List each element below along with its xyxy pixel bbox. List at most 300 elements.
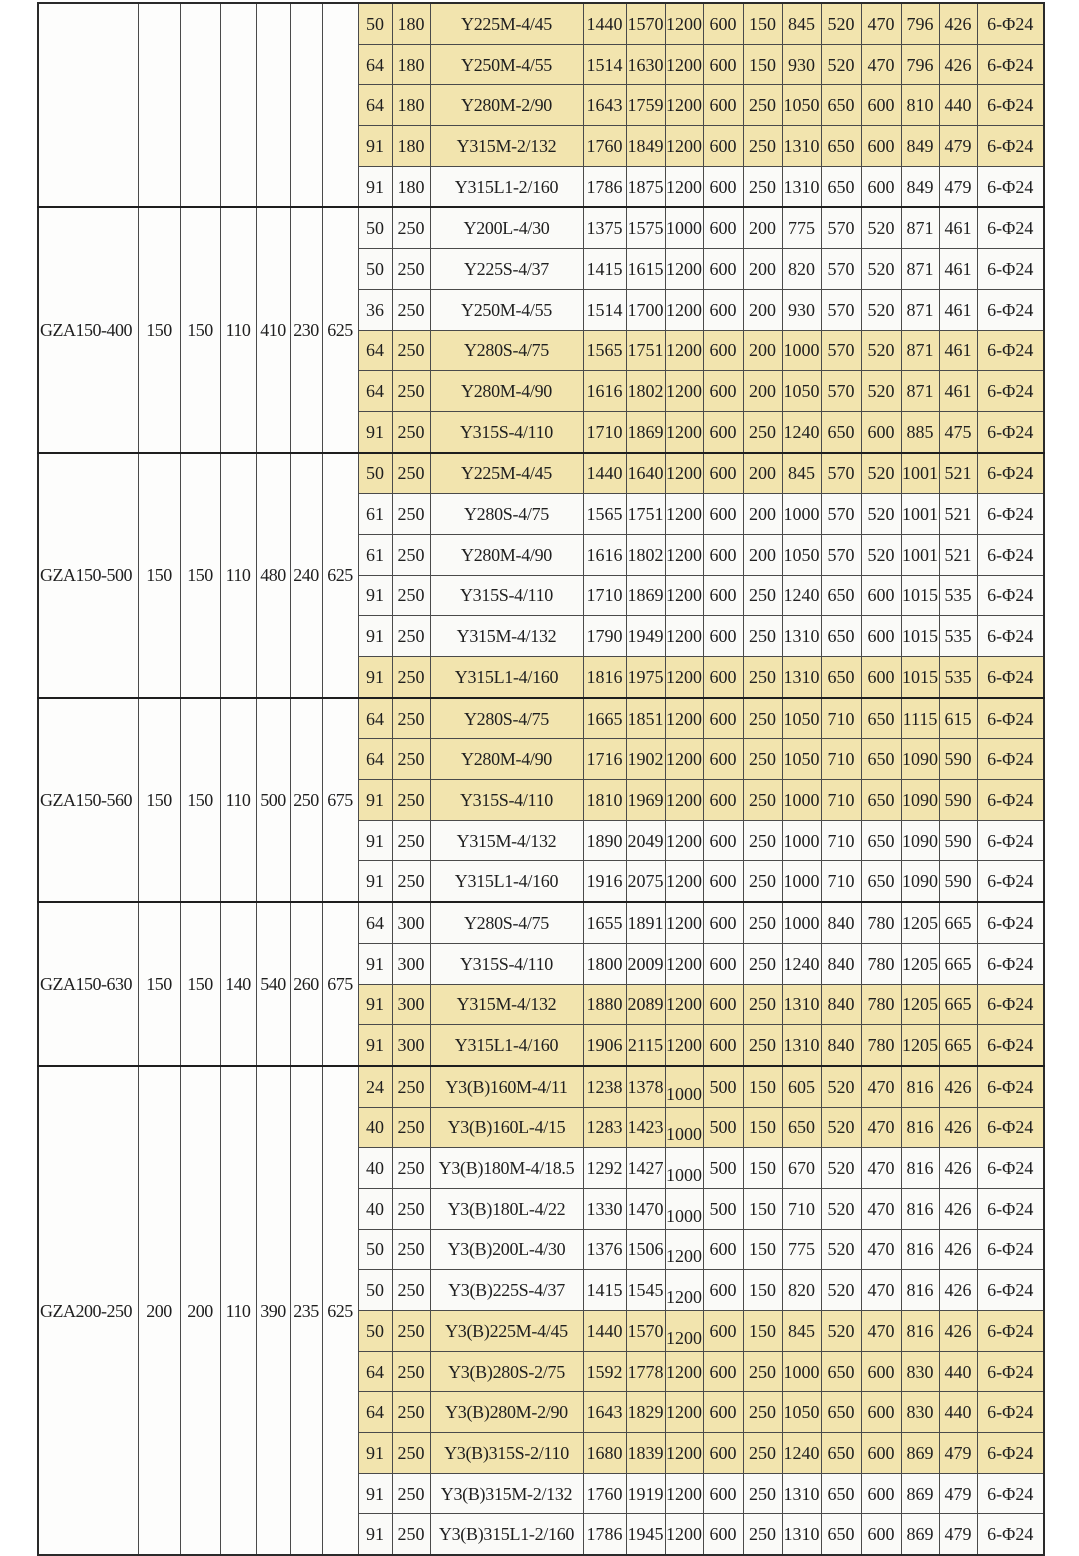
cell-dimension-4: 500 bbox=[703, 1148, 743, 1189]
cell-dimension-9: 816 bbox=[901, 1270, 939, 1311]
cell-value-1: 91 bbox=[358, 575, 392, 616]
cell-dimension-1: 1680 bbox=[583, 1433, 626, 1474]
cell-dimension-9: 1015 bbox=[901, 616, 939, 657]
cell-dimension-7: 710 bbox=[821, 780, 861, 821]
cell-dimension-8: 780 bbox=[861, 902, 901, 943]
cell-dimension-2: 1975 bbox=[626, 657, 665, 698]
cell-value-1: 91 bbox=[358, 1514, 392, 1555]
cell-dimension-6: 1310 bbox=[782, 1514, 821, 1555]
cell-motor-model: Y280M-4/90 bbox=[430, 371, 583, 412]
cell-value-1: 91 bbox=[358, 411, 392, 452]
group-dim-cell-1: 150 bbox=[138, 207, 180, 452]
cell-dimension-1: 1786 bbox=[583, 1514, 626, 1555]
cell-dimension-6: 845 bbox=[782, 1311, 821, 1352]
cell-dimension-7: 650 bbox=[821, 1392, 861, 1433]
cell-value-2: 180 bbox=[392, 85, 430, 126]
cell-dimension-8: 650 bbox=[861, 820, 901, 861]
cell-value-1: 40 bbox=[358, 1148, 392, 1189]
cell-dimension-3: 1200 bbox=[665, 371, 703, 412]
cell-dimension-3: 1200 bbox=[665, 166, 703, 207]
cell-dimension-10: 535 bbox=[939, 657, 977, 698]
cell-dimension-8: 780 bbox=[861, 943, 901, 984]
cell-dimension-9: 871 bbox=[901, 207, 939, 248]
cell-bolt-holes: 6-Φ24 bbox=[977, 534, 1044, 575]
cell-value-2: 250 bbox=[392, 249, 430, 290]
cell-dimension-2: 1802 bbox=[626, 371, 665, 412]
cell-dimension-2: 1575 bbox=[626, 207, 665, 248]
cell-bolt-holes: 6-Φ24 bbox=[977, 780, 1044, 821]
cell-dimension-2: 1506 bbox=[626, 1229, 665, 1270]
cell-value-2: 250 bbox=[392, 739, 430, 780]
cell-dimension-4: 600 bbox=[703, 575, 743, 616]
cell-dimension-8: 650 bbox=[861, 698, 901, 739]
cell-value-1: 50 bbox=[358, 1311, 392, 1352]
cell-dimension-4: 600 bbox=[703, 534, 743, 575]
cell-dimension-7: 650 bbox=[821, 1351, 861, 1392]
cell-dimension-7: 650 bbox=[821, 166, 861, 207]
cell-bolt-holes: 6-Φ24 bbox=[977, 411, 1044, 452]
cell-dimension-2: 1570 bbox=[626, 1311, 665, 1352]
cell-dimension-7: 840 bbox=[821, 943, 861, 984]
cell-value-2: 250 bbox=[392, 1351, 430, 1392]
cell-dimension-4: 600 bbox=[703, 44, 743, 85]
cell-motor-model: Y315L1-4/160 bbox=[430, 1025, 583, 1066]
cell-dimension-8: 470 bbox=[861, 1066, 901, 1107]
cell-dimension-1: 1440 bbox=[583, 3, 626, 44]
cell-motor-model: Y280S-4/75 bbox=[430, 494, 583, 535]
cell-bolt-holes: 6-Φ24 bbox=[977, 494, 1044, 535]
cell-value-2: 250 bbox=[392, 1229, 430, 1270]
cell-dimension-8: 600 bbox=[861, 616, 901, 657]
cell-dimension-1: 1916 bbox=[583, 861, 626, 902]
cell-dimension-1: 1643 bbox=[583, 85, 626, 126]
cell-value-1: 91 bbox=[358, 1473, 392, 1514]
cell-dimension-8: 780 bbox=[861, 1025, 901, 1066]
group-dim-cell-5: 235 bbox=[290, 1066, 322, 1555]
cell-dimension-8: 520 bbox=[861, 289, 901, 330]
cell-dimension-4: 600 bbox=[703, 902, 743, 943]
cell-dimension-4: 600 bbox=[703, 453, 743, 494]
cell-dimension-4: 600 bbox=[703, 1433, 743, 1474]
cell-dimension-6: 1240 bbox=[782, 411, 821, 452]
cell-motor-model: Y315L1-4/160 bbox=[430, 861, 583, 902]
cell-dimension-5: 250 bbox=[743, 657, 782, 698]
cell-dimension-1: 1592 bbox=[583, 1351, 626, 1392]
group-dim-cell-6: 625 bbox=[322, 207, 358, 452]
group-model-cell: GZA150-630 bbox=[38, 902, 138, 1066]
cell-dimension-5: 200 bbox=[743, 371, 782, 412]
cell-value-2: 250 bbox=[392, 494, 430, 535]
table-row bbox=[38, 207, 1044, 248]
cell-dimension-5: 250 bbox=[743, 616, 782, 657]
cell-dimension-6: 1000 bbox=[782, 1351, 821, 1392]
cell-value-1: 50 bbox=[358, 207, 392, 248]
cell-dimension-5: 200 bbox=[743, 453, 782, 494]
group-dim-cell-1: 150 bbox=[138, 453, 180, 698]
cell-value-2: 300 bbox=[392, 1025, 430, 1066]
cell-dimension-3 bbox=[665, 1188, 703, 1229]
cell-bolt-holes: 6-Φ24 bbox=[977, 166, 1044, 207]
cell-value-2: 250 bbox=[392, 1311, 430, 1352]
cell-dimension-6: 1310 bbox=[782, 126, 821, 167]
cell-dimension-6: 710 bbox=[782, 1188, 821, 1229]
cell-dimension-4: 600 bbox=[703, 984, 743, 1025]
group-dim-cell-6: 625 bbox=[322, 1066, 358, 1555]
cell-value-1: 91 bbox=[358, 166, 392, 207]
cell-dimension-5: 150 bbox=[743, 1066, 782, 1107]
cell-bolt-holes: 6-Φ24 bbox=[977, 1392, 1044, 1433]
cell-dimension-8: 470 bbox=[861, 1107, 901, 1148]
cell-value-2: 250 bbox=[392, 1270, 430, 1311]
cell-value-1: 64 bbox=[358, 1351, 392, 1392]
cell-dimension-4: 600 bbox=[703, 249, 743, 290]
cell-value-2: 250 bbox=[392, 1148, 430, 1189]
cell-motor-model: Y225M-4/45 bbox=[430, 3, 583, 44]
cell-value-1: 24 bbox=[358, 1066, 392, 1107]
cell-value-1: 50 bbox=[358, 453, 392, 494]
cell-dimension-5: 250 bbox=[743, 820, 782, 861]
cell-dimension-1: 1786 bbox=[583, 166, 626, 207]
cell-dimension-5: 250 bbox=[743, 575, 782, 616]
cell-dimension-8: 520 bbox=[861, 494, 901, 535]
cell-dimension-8: 650 bbox=[861, 861, 901, 902]
cell-value-1: 91 bbox=[358, 820, 392, 861]
cell-dimension-6: 1240 bbox=[782, 943, 821, 984]
cell-dimension-3: 1200 bbox=[665, 1473, 703, 1514]
cell-dimension-9: 871 bbox=[901, 371, 939, 412]
cell-dimension-2: 2075 bbox=[626, 861, 665, 902]
cell-dimension-3: 1200 bbox=[665, 575, 703, 616]
cell-dimension-5: 150 bbox=[743, 1270, 782, 1311]
cell-dimension-6: 1310 bbox=[782, 616, 821, 657]
cell-dimension-6: 1240 bbox=[782, 1433, 821, 1474]
cell-dimension-9: 1090 bbox=[901, 861, 939, 902]
cell-dimension-2: 1470 bbox=[626, 1188, 665, 1229]
cell-motor-model: Y315L1-4/160 bbox=[430, 657, 583, 698]
cell-motor-model: Y280S-4/75 bbox=[430, 698, 583, 739]
cell-dimension-5: 250 bbox=[743, 902, 782, 943]
cell-dimension-7: 710 bbox=[821, 698, 861, 739]
cell-dimension-7: 650 bbox=[821, 616, 861, 657]
cell-dimension-10: 426 bbox=[939, 1066, 977, 1107]
cell-motor-model: Y315M-4/132 bbox=[430, 984, 583, 1025]
cell-dimension-3 bbox=[665, 1270, 703, 1311]
cell-dimension-7: 710 bbox=[821, 739, 861, 780]
cell-dimension-7: 520 bbox=[821, 1188, 861, 1229]
cell-dimension-10: 440 bbox=[939, 1351, 977, 1392]
cell-dimension-8: 470 bbox=[861, 1270, 901, 1311]
cell-dimension-1: 1375 bbox=[583, 207, 626, 248]
cell-dimension-4: 600 bbox=[703, 1270, 743, 1311]
cell-motor-model: Y3(B)225S-4/37 bbox=[430, 1270, 583, 1311]
cell-dimension-2: 1869 bbox=[626, 575, 665, 616]
cell-value-2: 250 bbox=[392, 698, 430, 739]
cell-dimension-4: 600 bbox=[703, 657, 743, 698]
cell-dimension-2: 2115 bbox=[626, 1025, 665, 1066]
cell-dimension-4: 500 bbox=[703, 1188, 743, 1229]
cell-dimension-7: 710 bbox=[821, 820, 861, 861]
cell-value-2: 300 bbox=[392, 984, 430, 1025]
cell-dimension-4: 600 bbox=[703, 289, 743, 330]
cell-dimension-10: 665 bbox=[939, 943, 977, 984]
cell-dimension-8: 600 bbox=[861, 166, 901, 207]
cell-bolt-holes: 6-Φ24 bbox=[977, 1270, 1044, 1311]
cell-dimension-8: 650 bbox=[861, 780, 901, 821]
cell-dimension-1: 1760 bbox=[583, 1473, 626, 1514]
cell-dimension-1: 1790 bbox=[583, 616, 626, 657]
cell-dimension-1: 1665 bbox=[583, 698, 626, 739]
cell-dimension-10: 590 bbox=[939, 820, 977, 861]
cell-dimension-8: 470 bbox=[861, 1311, 901, 1352]
cell-dimension-8: 600 bbox=[861, 1433, 901, 1474]
cell-dimension-1: 1238 bbox=[583, 1066, 626, 1107]
cell-dimension-2: 1849 bbox=[626, 126, 665, 167]
cell-motor-model: Y250M-4/55 bbox=[430, 44, 583, 85]
cell-value-2: 250 bbox=[392, 534, 430, 575]
cell-dimension-6: 1000 bbox=[782, 330, 821, 371]
cell-value-1: 50 bbox=[358, 249, 392, 290]
cell-bolt-holes: 6-Φ24 bbox=[977, 575, 1044, 616]
cell-dimension-2: 1851 bbox=[626, 698, 665, 739]
cell-dimension-2: 1427 bbox=[626, 1148, 665, 1189]
cell-value-1: 91 bbox=[358, 943, 392, 984]
cell-dimension-3: 1200 bbox=[665, 1351, 703, 1392]
cell-dimension-7: 650 bbox=[821, 575, 861, 616]
cell-dimension-5: 250 bbox=[743, 1473, 782, 1514]
cell-dimension-4: 600 bbox=[703, 698, 743, 739]
group-dim-cell-1: 200 bbox=[138, 1066, 180, 1555]
cell-dimension-6: 1310 bbox=[782, 166, 821, 207]
cell-dimension-9: 869 bbox=[901, 1514, 939, 1555]
cell-dimension-3: 1200 bbox=[665, 44, 703, 85]
cell-dimension-3: 1200 bbox=[665, 902, 703, 943]
cell-dimension-7: 570 bbox=[821, 494, 861, 535]
cell-dimension-10: 590 bbox=[939, 739, 977, 780]
cell-value-1: 40 bbox=[358, 1188, 392, 1229]
cell-dimension-6: 1310 bbox=[782, 657, 821, 698]
cell-dimension-1: 1514 bbox=[583, 44, 626, 85]
cell-dimension-8: 470 bbox=[861, 1188, 901, 1229]
cell-dimension-5: 250 bbox=[743, 85, 782, 126]
cell-motor-model: Y3(B)180M-4/18.5 bbox=[430, 1148, 583, 1189]
cell-dimension-1: 1710 bbox=[583, 411, 626, 452]
cell-motor-model: Y3(B)225M-4/45 bbox=[430, 1311, 583, 1352]
cell-value-1: 64 bbox=[358, 902, 392, 943]
cell-dimension-4: 600 bbox=[703, 1229, 743, 1270]
cell-dimension-5: 250 bbox=[743, 780, 782, 821]
cell-dimension-7: 710 bbox=[821, 861, 861, 902]
cell-value-1: 40 bbox=[358, 1107, 392, 1148]
cell-motor-model: Y3(B)280S-2/75 bbox=[430, 1351, 583, 1392]
cell-dimension-1: 1643 bbox=[583, 1392, 626, 1433]
cell-dimension-4: 600 bbox=[703, 126, 743, 167]
cell-bolt-holes: 6-Φ24 bbox=[977, 371, 1044, 412]
cell-dimension-7: 570 bbox=[821, 534, 861, 575]
cell-value-2: 300 bbox=[392, 943, 430, 984]
cell-value-1: 64 bbox=[358, 1392, 392, 1433]
group-dim-cell-1: 150 bbox=[138, 698, 180, 902]
cell-dimension-3 bbox=[665, 1229, 703, 1270]
table-row bbox=[38, 3, 1044, 44]
cell-bolt-holes: 6-Φ24 bbox=[977, 249, 1044, 290]
cell-dimension-3: 1200 bbox=[665, 861, 703, 902]
cell-dimension-3: 1200 bbox=[665, 616, 703, 657]
cell-dimension-7: 520 bbox=[821, 1229, 861, 1270]
dimension-value-offset: 1000 bbox=[666, 1124, 702, 1145]
cell-dimension-4: 600 bbox=[703, 85, 743, 126]
cell-dimension-10: 426 bbox=[939, 1188, 977, 1229]
cell-dimension-5: 250 bbox=[743, 984, 782, 1025]
cell-value-2: 250 bbox=[392, 861, 430, 902]
cell-value-2: 250 bbox=[392, 453, 430, 494]
cell-dimension-3: 1200 bbox=[665, 1514, 703, 1555]
cell-dimension-2: 1630 bbox=[626, 44, 665, 85]
cell-dimension-1: 1514 bbox=[583, 289, 626, 330]
cell-dimension-10: 426 bbox=[939, 44, 977, 85]
cell-dimension-5: 200 bbox=[743, 289, 782, 330]
cell-dimension-4: 600 bbox=[703, 1311, 743, 1352]
cell-dimension-10: 615 bbox=[939, 698, 977, 739]
group-dim-cell-2: 200 bbox=[180, 1066, 220, 1555]
cell-dimension-2: 1545 bbox=[626, 1270, 665, 1311]
cell-dimension-6: 1310 bbox=[782, 1025, 821, 1066]
cell-dimension-4: 600 bbox=[703, 943, 743, 984]
group-dim-cell-6: 625 bbox=[322, 453, 358, 698]
cell-dimension-9: 816 bbox=[901, 1148, 939, 1189]
cell-dimension-4: 600 bbox=[703, 861, 743, 902]
cell-bolt-holes: 6-Φ24 bbox=[977, 616, 1044, 657]
cell-dimension-3: 1200 bbox=[665, 126, 703, 167]
cell-dimension-1: 1816 bbox=[583, 657, 626, 698]
cell-dimension-10: 440 bbox=[939, 1392, 977, 1433]
cell-dimension-1: 1906 bbox=[583, 1025, 626, 1066]
group-dim-cell-5: 260 bbox=[290, 902, 322, 1066]
cell-dimension-9: 816 bbox=[901, 1311, 939, 1352]
cell-dimension-7: 650 bbox=[821, 126, 861, 167]
cell-dimension-3: 1200 bbox=[665, 249, 703, 290]
cell-bolt-holes: 6-Φ24 bbox=[977, 861, 1044, 902]
cell-value-1: 64 bbox=[358, 698, 392, 739]
group-model-cell: GZA150-500 bbox=[38, 453, 138, 698]
group-dim-cell-3: 140 bbox=[220, 902, 256, 1066]
cell-dimension-4: 600 bbox=[703, 330, 743, 371]
cell-bolt-holes: 6-Φ24 bbox=[977, 207, 1044, 248]
cell-dimension-1: 1376 bbox=[583, 1229, 626, 1270]
cell-dimension-7: 650 bbox=[821, 411, 861, 452]
cell-dimension-1: 1415 bbox=[583, 1270, 626, 1311]
cell-value-1: 64 bbox=[358, 44, 392, 85]
cell-dimension-10: 521 bbox=[939, 494, 977, 535]
cell-dimension-9: 869 bbox=[901, 1473, 939, 1514]
cell-value-1: 91 bbox=[358, 616, 392, 657]
cell-dimension-9: 830 bbox=[901, 1351, 939, 1392]
cell-motor-model: Y3(B)315M-2/132 bbox=[430, 1473, 583, 1514]
cell-value-2: 180 bbox=[392, 126, 430, 167]
cell-bolt-holes: 6-Φ24 bbox=[977, 698, 1044, 739]
group-dim-cell-1 bbox=[138, 3, 180, 207]
cell-dimension-1: 1440 bbox=[583, 453, 626, 494]
group-dim-cell-3 bbox=[220, 3, 256, 207]
cell-motor-model: Y3(B)160M-4/11 bbox=[430, 1066, 583, 1107]
cell-dimension-10: 461 bbox=[939, 289, 977, 330]
cell-dimension-4: 600 bbox=[703, 616, 743, 657]
group-dim-cell-4: 410 bbox=[256, 207, 290, 452]
cell-dimension-6: 1000 bbox=[782, 494, 821, 535]
cell-dimension-5: 200 bbox=[743, 534, 782, 575]
cell-dimension-5: 250 bbox=[743, 1025, 782, 1066]
cell-dimension-5: 250 bbox=[743, 1351, 782, 1392]
cell-dimension-8: 520 bbox=[861, 207, 901, 248]
cell-value-1: 64 bbox=[358, 85, 392, 126]
cell-motor-model: Y3(B)160L-4/15 bbox=[430, 1107, 583, 1148]
cell-dimension-8: 780 bbox=[861, 984, 901, 1025]
cell-dimension-6: 845 bbox=[782, 453, 821, 494]
cell-dimension-10: 479 bbox=[939, 1473, 977, 1514]
group-dim-cell-2: 150 bbox=[180, 453, 220, 698]
cell-motor-model: Y200L-4/30 bbox=[430, 207, 583, 248]
cell-dimension-8: 600 bbox=[861, 411, 901, 452]
cell-motor-model: Y225M-4/45 bbox=[430, 453, 583, 494]
cell-dimension-10: 461 bbox=[939, 371, 977, 412]
cell-dimension-7: 840 bbox=[821, 902, 861, 943]
cell-dimension-10: 590 bbox=[939, 861, 977, 902]
cell-dimension-2: 1700 bbox=[626, 289, 665, 330]
cell-dimension-9: 1001 bbox=[901, 534, 939, 575]
cell-dimension-9: 1001 bbox=[901, 453, 939, 494]
cell-dimension-8: 520 bbox=[861, 249, 901, 290]
cell-dimension-9: 849 bbox=[901, 126, 939, 167]
cell-dimension-3: 1200 bbox=[665, 289, 703, 330]
cell-dimension-10: 665 bbox=[939, 902, 977, 943]
cell-motor-model: Y3(B)280M-2/90 bbox=[430, 1392, 583, 1433]
group-dim-cell-6: 675 bbox=[322, 902, 358, 1066]
cell-dimension-8: 470 bbox=[861, 3, 901, 44]
cell-dimension-8: 520 bbox=[861, 453, 901, 494]
cell-dimension-6: 1050 bbox=[782, 534, 821, 575]
cell-dimension-8: 650 bbox=[861, 739, 901, 780]
group-dim-cell-3: 110 bbox=[220, 207, 256, 452]
cell-dimension-2: 1802 bbox=[626, 534, 665, 575]
group-dim-cell-6 bbox=[322, 3, 358, 207]
cell-dimension-7: 520 bbox=[821, 44, 861, 85]
cell-dimension-7: 650 bbox=[821, 1473, 861, 1514]
cell-dimension-9: 816 bbox=[901, 1066, 939, 1107]
cell-dimension-10: 440 bbox=[939, 85, 977, 126]
cell-dimension-2: 1839 bbox=[626, 1433, 665, 1474]
cell-bolt-holes: 6-Φ24 bbox=[977, 1351, 1044, 1392]
cell-dimension-7: 650 bbox=[821, 657, 861, 698]
cell-dimension-1: 1760 bbox=[583, 126, 626, 167]
cell-dimension-8: 600 bbox=[861, 1351, 901, 1392]
group-dim-cell-4 bbox=[256, 3, 290, 207]
cell-value-2: 250 bbox=[392, 1392, 430, 1433]
cell-value-2: 250 bbox=[392, 207, 430, 248]
cell-motor-model: Y3(B)200L-4/30 bbox=[430, 1229, 583, 1270]
cell-dimension-5: 250 bbox=[743, 943, 782, 984]
cell-dimension-6: 775 bbox=[782, 1229, 821, 1270]
group-dim-cell-5 bbox=[290, 3, 322, 207]
cell-value-2: 180 bbox=[392, 3, 430, 44]
cell-bolt-holes: 6-Φ24 bbox=[977, 902, 1044, 943]
cell-dimension-10: 665 bbox=[939, 1025, 977, 1066]
cell-dimension-2: 2009 bbox=[626, 943, 665, 984]
cell-dimension-3: 1200 bbox=[665, 698, 703, 739]
cell-dimension-5: 250 bbox=[743, 166, 782, 207]
cell-value-2: 250 bbox=[392, 289, 430, 330]
cell-bolt-holes: 6-Φ24 bbox=[977, 1025, 1044, 1066]
cell-dimension-1: 1716 bbox=[583, 739, 626, 780]
cell-bolt-holes: 6-Φ24 bbox=[977, 3, 1044, 44]
